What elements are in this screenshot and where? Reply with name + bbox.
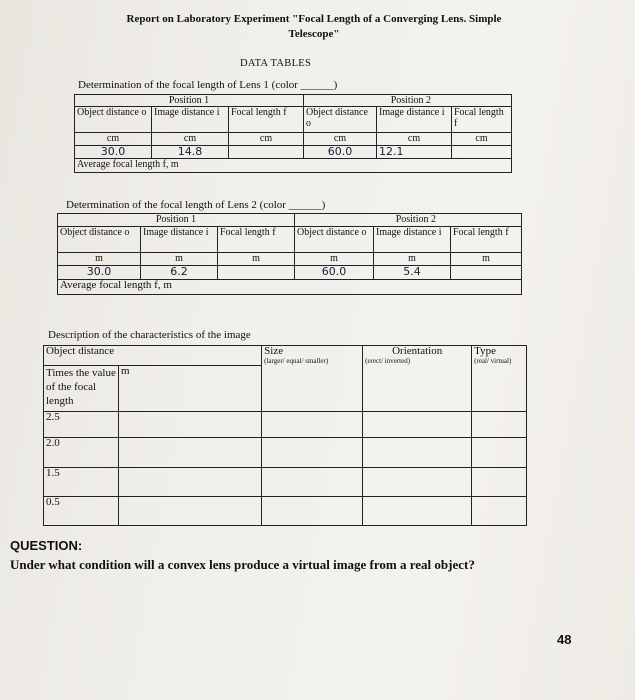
lens1-value-cell: 30.0 [75,146,152,159]
lens2-unit: m [295,253,374,266]
lens1-unit: cm [304,133,377,146]
row-cell [472,411,527,437]
lens2-value-cell [451,266,522,280]
orientation-header-hint: (erect/ inverted) [365,357,411,365]
type-cell [472,365,527,411]
lens1-focal2-header: Focal length f [452,107,512,133]
lens2-value-cell: 6.2 [141,266,218,280]
lens1-value-cell: 12.1 [377,146,452,159]
unit-m-label: m [119,365,262,411]
characteristics-table [43,345,527,526]
lens1-value-cell: 60.0 [304,146,377,159]
lens1-value-cell [229,146,304,159]
lens2-image-header: Image distance i [141,227,218,253]
row-cell [262,437,363,467]
type-header [472,346,527,366]
page-number: 48 [557,632,572,647]
row-cell [363,496,472,525]
size-header [262,346,363,366]
row-cell [262,411,363,437]
lens1-unit: cm [229,133,304,146]
lens2-unit: m [451,253,522,266]
lens1-focal-header: Focal length f [229,107,304,133]
lens2-unit: m [58,253,141,266]
row-cell [119,437,262,467]
lens2-average-row: Average focal length f, m [58,280,522,295]
orientation-header-label: Orientation [392,345,443,357]
lens1-value-cell [452,146,512,159]
question-title: QUESTION: [10,538,83,553]
row-cell [119,467,262,496]
lens1-unit: cm [377,133,452,146]
lens1-object-header: Object distance o [75,107,152,133]
characteristics-caption: Description of the characteristics of the image [48,329,251,341]
row-cell [119,411,262,437]
lens2-focal2-header: Focal length f [451,227,522,253]
lens1-unit: cm [75,133,152,146]
lens2-value-cell [218,266,295,280]
type-header-hint: (real/ virtual) [474,357,512,365]
lens2-table [57,213,522,295]
lens2-position2-header: Position 2 [295,214,522,227]
lens1-value-cell: 14.8 [152,146,229,159]
row-distance-label: 0.5 [44,496,119,525]
lens1-table [74,94,512,173]
lens1-object2-header: Object distance o [304,107,377,133]
row-distance-label: 1.5 [44,467,119,496]
lens2-focal-header: Focal length f [218,227,295,253]
lens2-caption: Determination of the focal length of Lens 2 (color ______) [66,199,326,211]
size-header-hint: (larger/ equal/ smaller) [264,357,329,365]
size-cell [262,365,363,411]
row-cell [119,496,262,525]
question-text: Under what condition will a convex lens produce a virtual image from a real object? [10,557,475,572]
lens1-caption: Determination of the focal length of Lens 1 (color ______) [78,79,338,91]
lens1-average-row: Average focal length f, m [75,159,512,173]
row-cell [472,467,527,496]
size-header-label: Size [264,345,284,357]
lens2-position1-header: Position 1 [58,214,295,227]
lens1-image-header: Image distance i [152,107,229,133]
lens1-position1-header: Position 1 [75,95,304,107]
lens1-position2-header: Position 2 [304,95,512,107]
report-title: Report on Laboratory Experiment "Focal Length of a Converging Lens. Simple Telescope" [126,13,502,40]
lens2-unit: m [374,253,451,266]
row-distance-label: 2.5 [44,411,119,437]
row-distance-label: 2.0 [44,437,119,467]
object-distance-header: Object distance [44,346,262,366]
lens2-object2-header: Object distance o [295,227,374,253]
lens2-object-header: Object distance o [58,227,141,253]
lens1-image2-header: Image distance i [377,107,452,133]
lens2-value-cell: 30.0 [58,266,141,280]
row-cell [363,437,472,467]
times-focal-label: Times the value of the focal length [44,365,119,411]
type-header-label: Type [474,345,496,357]
lens2-value-cell: 60.0 [295,266,374,280]
lens2-unit: m [141,253,218,266]
lens1-unit: cm [152,133,229,146]
orientation-cell [363,365,472,411]
data-tables-heading: DATA TABLES [240,58,312,69]
row-cell [363,467,472,496]
row-cell [262,467,363,496]
lens2-value-cell: 5.4 [374,266,451,280]
orientation-header [363,346,472,366]
lens2-image2-header: Image distance i [374,227,451,253]
row-cell [363,411,472,437]
row-cell [472,437,527,467]
lens1-unit: cm [452,133,512,146]
row-cell [472,496,527,525]
lens2-unit: m [218,253,295,266]
row-cell [262,496,363,525]
